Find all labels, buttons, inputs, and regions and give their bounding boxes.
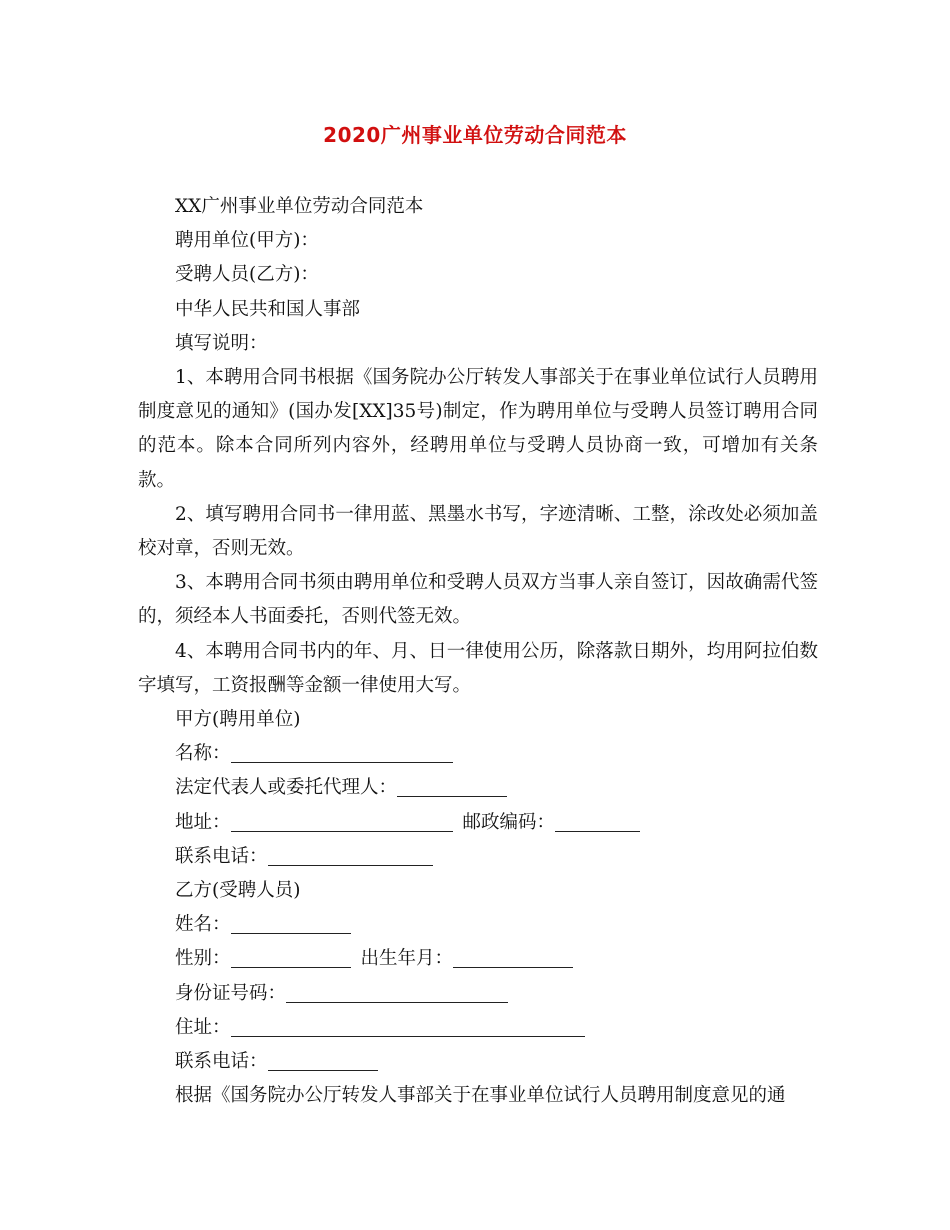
phone-field-row-b: [138, 1045, 818, 1079]
postcode-blank: [555, 809, 640, 832]
instruction-item-3: 3、本聘用合同书须由聘用单位和受聘人员双方当事人亲自签订，因故确需代签的，须经本人书面委托，否则代签无效。: [138, 572, 818, 628]
gender-label: 性别：: [175, 948, 231, 970]
legal-rep-field-row: [138, 771, 818, 805]
phone-label-b: 联系电话：: [175, 1051, 268, 1073]
person-name-field-row: [138, 908, 818, 942]
phone-field-row-a: [138, 840, 818, 874]
instructions-label: 填写说明：: [175, 332, 268, 354]
person-name-label: 姓名：: [175, 914, 231, 936]
phone-label-a: 联系电话：: [175, 845, 268, 867]
address-blank: [231, 809, 453, 832]
legal-rep-blank: [397, 774, 507, 797]
name-field-row: [138, 737, 818, 771]
residence-blank: [231, 1014, 585, 1037]
residence-field-row: [138, 1011, 818, 1045]
instruction-item-1: 1、本聘用合同书根据《国务院办公厅转发人事部关于在事业单位试行人员聘用制度意见的通知》(国办发[XX]35号)制定，作为聘用单位与受聘人员签订聘用合同的范本。除本合同所列内容外，经聘用单位与受聘人员协商一致，可增加有关条款。: [138, 367, 818, 491]
contract-heading: XX广州事业单位劳动合同范本: [175, 196, 424, 217]
document-title: 2020广州事业单位劳动合同范本: [323, 123, 627, 147]
document-body: [138, 190, 818, 1113]
legal-rep-label: 法定代表人或委托代理人：: [175, 777, 398, 799]
id-label: 身份证号码：: [175, 982, 287, 1004]
instruction-item-2: 2、填写聘用合同书一律用蓝、黑墨水书写，字迹清晰、工整，涂改处必须加盖校对章，否则无效。: [138, 503, 818, 560]
birth-blank: [453, 945, 573, 968]
issuer-line: 中华人民共和国人事部: [175, 298, 361, 320]
birth-label: 出生年月：: [360, 948, 454, 970]
name-label: 名称：: [175, 743, 231, 765]
address-label: 地址：: [175, 811, 231, 833]
closing-paragraph: 根据《国务院办公厅转发人事部关于在事业单位试行人员聘用制度意见的通: [175, 1085, 786, 1107]
address-field-row: [138, 806, 818, 840]
party-a-heading: 甲方(聘用单位): [175, 709, 301, 731]
gender-blank: [231, 945, 351, 968]
employee-label: 受聘人员(乙方)：: [175, 264, 319, 286]
id-field-row: [138, 977, 818, 1011]
postcode-label: 邮政编码：: [462, 811, 556, 833]
id-blank: [286, 980, 508, 1003]
phone-blank-b: [268, 1048, 378, 1071]
instruction-item-4: 4、本聘用合同书内的年、月、日一律使用公历，除落款日期外，均用阿拉伯数字填写，工资报酬等金额一律使用大写。: [138, 640, 818, 696]
employer-label: 聘用单位(甲方)：: [175, 230, 319, 252]
name-blank: [231, 740, 453, 763]
phone-blank-a: [268, 843, 433, 866]
party-b-heading: 乙方(受聘人员): [175, 880, 301, 902]
gender-birth-field-row: [138, 942, 818, 976]
person-name-blank: [231, 911, 351, 934]
residence-label: 住址：: [175, 1016, 231, 1038]
